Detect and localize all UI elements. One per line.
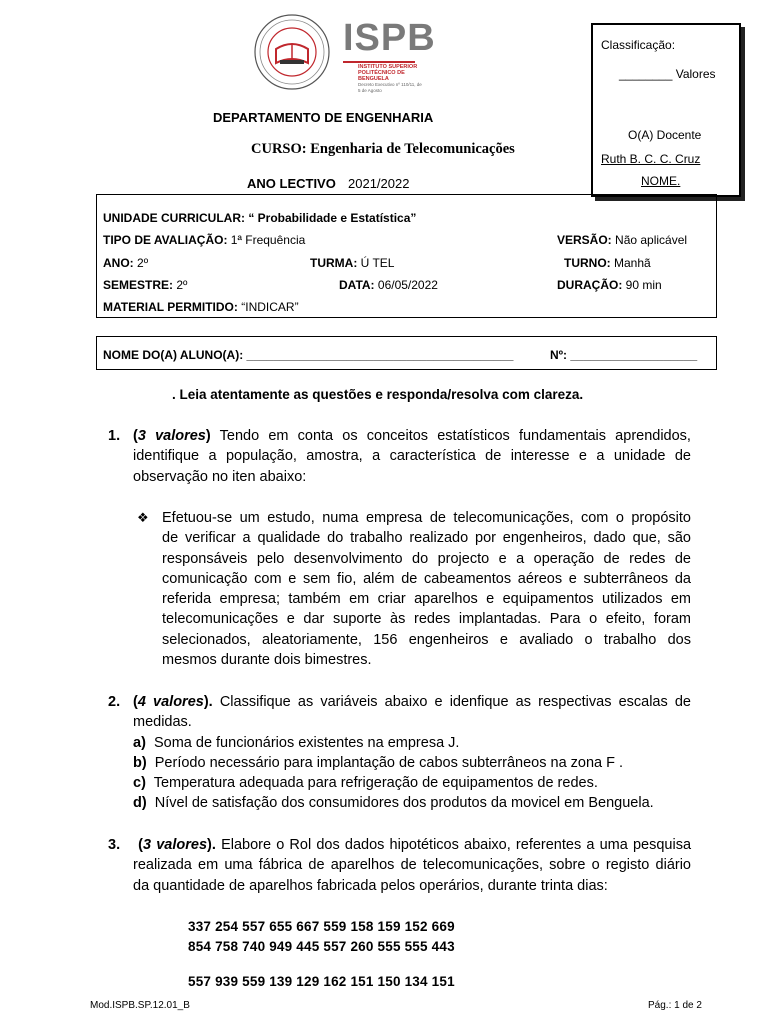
ano-label: ANO: [103, 256, 134, 270]
q3-line-1: Elabore o Rol dos dados hipotéticos abaixo, referentes a uma pesquisa [221, 837, 692, 853]
turno-value: Manhã [614, 256, 651, 270]
q1-bullet-line: responsáveis pelo desenvolvimento do projecto e a operação de redes de [162, 550, 691, 567]
q1-bullet-line: telecomunicações e dar suporte às redes implantadas. Para o efeito, foram [162, 611, 691, 628]
semestre-label: SEMESTRE: [103, 278, 174, 292]
ispb-logo [250, 13, 436, 93]
q3-number: 3. [108, 837, 121, 853]
docente-name: Ruth B. C. C. Cruz [601, 152, 701, 166]
versao-value: Não aplicável [611, 233, 688, 247]
question-1: (3 valores) Tendo em conta os conceitos estatísticos fundamentais aprendidos, identifique a população, amostra, a característica de interesse e a unidade de observação no iten abaixo: [133, 426, 691, 487]
unidade-value: “ Probabilidade e Estatística” [248, 211, 417, 225]
q1-scenario [162, 508, 691, 670]
duracao-label: DURAÇÃO: [557, 278, 623, 292]
footer-model-code: Mod.ISPB.SP.12.01_B [90, 1000, 190, 1011]
q1-line-3: observação no iten abaixo: [133, 468, 307, 485]
footer-page-number: Pág.: 1 de 2 [648, 1000, 702, 1011]
q2-item-b: b) Período necessário para implantação de cabos subterrâneos na zona F . [133, 754, 624, 771]
ano-value: 2º [137, 256, 149, 270]
q2-item-a: a) Soma de funcionários existentes na empresa J. [133, 734, 460, 751]
year-value: 2021/2022 [348, 176, 410, 191]
turma-label: TURMA: [310, 256, 358, 270]
q3-line-3: da quantidade de aparelhos fabricada pelos operários, durante trinta dias: [133, 877, 608, 894]
data-value: 06/05/2022 [377, 278, 438, 292]
year-label: ANO LECTIVO [247, 176, 336, 191]
q2-line-2: medidas. [133, 714, 192, 731]
docente-nome: NOME. [641, 174, 681, 188]
logo-subtitle-3: Decreto Executivo nº 110/11, de 5 de Agosto [358, 82, 422, 93]
q1-bullet-line: mesmos durante dois bimestres. [162, 652, 372, 669]
turma-value: Ú TEL [360, 256, 395, 270]
q1-line-2: identifique a população, amostra, a característica de interesse e a unidade de [133, 448, 691, 465]
logo-text: ISPB [343, 17, 436, 59]
q1-bullet-line: Efetuou-se um estudo, numa empresa de telecomunicações, com o propósito [162, 510, 691, 526]
data-row-2: 854 758 740 949 445 557 260 555 555 443 [188, 939, 455, 954]
q2-number: 2. [108, 694, 121, 710]
classification-values: ________ Valores [619, 67, 716, 81]
q2-item-c: c) Temperatura adequada para refrigeração de equipamentos de redes. [133, 775, 598, 792]
question-2: (4 valores). Classifique as variáveis abaixo e idenfique as respectivas escalas de medidas. a) Soma de funcionários existentes na empresa J. b) Período necessário para implantação de cabos subterrâneos na zona F . c) Temperatura adequada para refrigeração de equipamentos de redes. d) Nível de satisfação dos consumidores dos produtos da movicel em Benguela. [133, 692, 691, 814]
logo-subtitle-2: POLITÉCNICO DE BENGUELA [358, 70, 405, 82]
q1-bullet-line: de verificar a qualidade do trabalho realizado por engenheiros, dado que, são [162, 530, 691, 547]
q1-line-1: Tendo em conta os conceitos estatísticos fundamentais aprendidos, [219, 428, 691, 444]
q2-item-d: d) Nível de satisfação dos consumidores dos produtos da movicel em Benguela. [133, 795, 654, 812]
material-label: MATERIAL PERMITIDO: [103, 300, 238, 314]
duracao-value: 90 min [625, 278, 662, 292]
docente-label: O(A) Docente [628, 128, 702, 142]
data-label: DATA: [339, 278, 375, 292]
student-number-field[interactable]: Nº: ___________________ [550, 348, 698, 362]
tipo-value: 1ª Frequência [230, 233, 306, 247]
question-3: (3 valores). Elabore o Rol dos dados hipotéticos abaixo, referentes a uma pesquisa realizada em uma fábrica de aparelhos de telecomunicações, sobre o registo diário da quantidade de aparelhos fabricada pelos operários, durante trinta dias: [133, 835, 691, 896]
q1-bullet-line: selecionados, aleatoriamente, 156 engenheiros e avaliado o trabalho dos [162, 631, 691, 648]
q3-line-2: realizada em uma fábrica de aparelhos de telecomunicações, sobre o registo diário [133, 857, 691, 874]
q1-bullet-line: comunicação com e sem fio, além de cabeamentos aéreos e subterrâneos da [162, 570, 691, 587]
bullet-diamond-icon: ❖ [137, 510, 149, 525]
logo-subtitle-1: INSTITUTO SUPERIOR [358, 64, 418, 70]
course-title: CURSO: Engenharia de Telecomunicações [251, 141, 515, 157]
turno-label: TURNO: [564, 256, 611, 270]
logo-divider [343, 61, 415, 63]
instruction-text: . Leia atentamente as questões e responda/resolva com clareza. [172, 387, 584, 402]
classification-box [591, 23, 741, 197]
info-box [96, 194, 717, 318]
q2-line-1: Classifique as variáveis abaixo e idenfique as respectivas escalas de [219, 694, 691, 710]
data-row-3: 557 939 559 139 129 162 151 150 134 151 [188, 974, 455, 989]
q3-marks: 3 valores [143, 837, 208, 853]
versao-label: VERSÃO: [557, 233, 612, 247]
unidade-label: UNIDADE CURRICULAR: [103, 211, 245, 225]
q2-marks: 4 valores [137, 694, 204, 710]
q1-bullet-line: referida empresa; também em criar aparelhos e equipamentos utilizados em [162, 591, 691, 608]
classification-label: Classificação: [601, 38, 676, 52]
student-name-field[interactable]: NOME DO(A) ALUNO(A): ________________________________________ [103, 348, 514, 362]
q1-number: 1. [108, 428, 121, 444]
student-name-box [96, 336, 717, 370]
tipo-label: TIPO DE AVALIAÇÃO: [103, 233, 228, 247]
semestre-value: 2º [176, 278, 188, 292]
material-value: “INDICAR” [241, 300, 299, 314]
q1-marks: 3 valores [137, 428, 206, 444]
data-row-1: 337 254 557 655 667 559 158 159 152 669 [188, 919, 455, 934]
department-title: DEPARTAMENTO DE ENGENHARIA [213, 110, 434, 125]
